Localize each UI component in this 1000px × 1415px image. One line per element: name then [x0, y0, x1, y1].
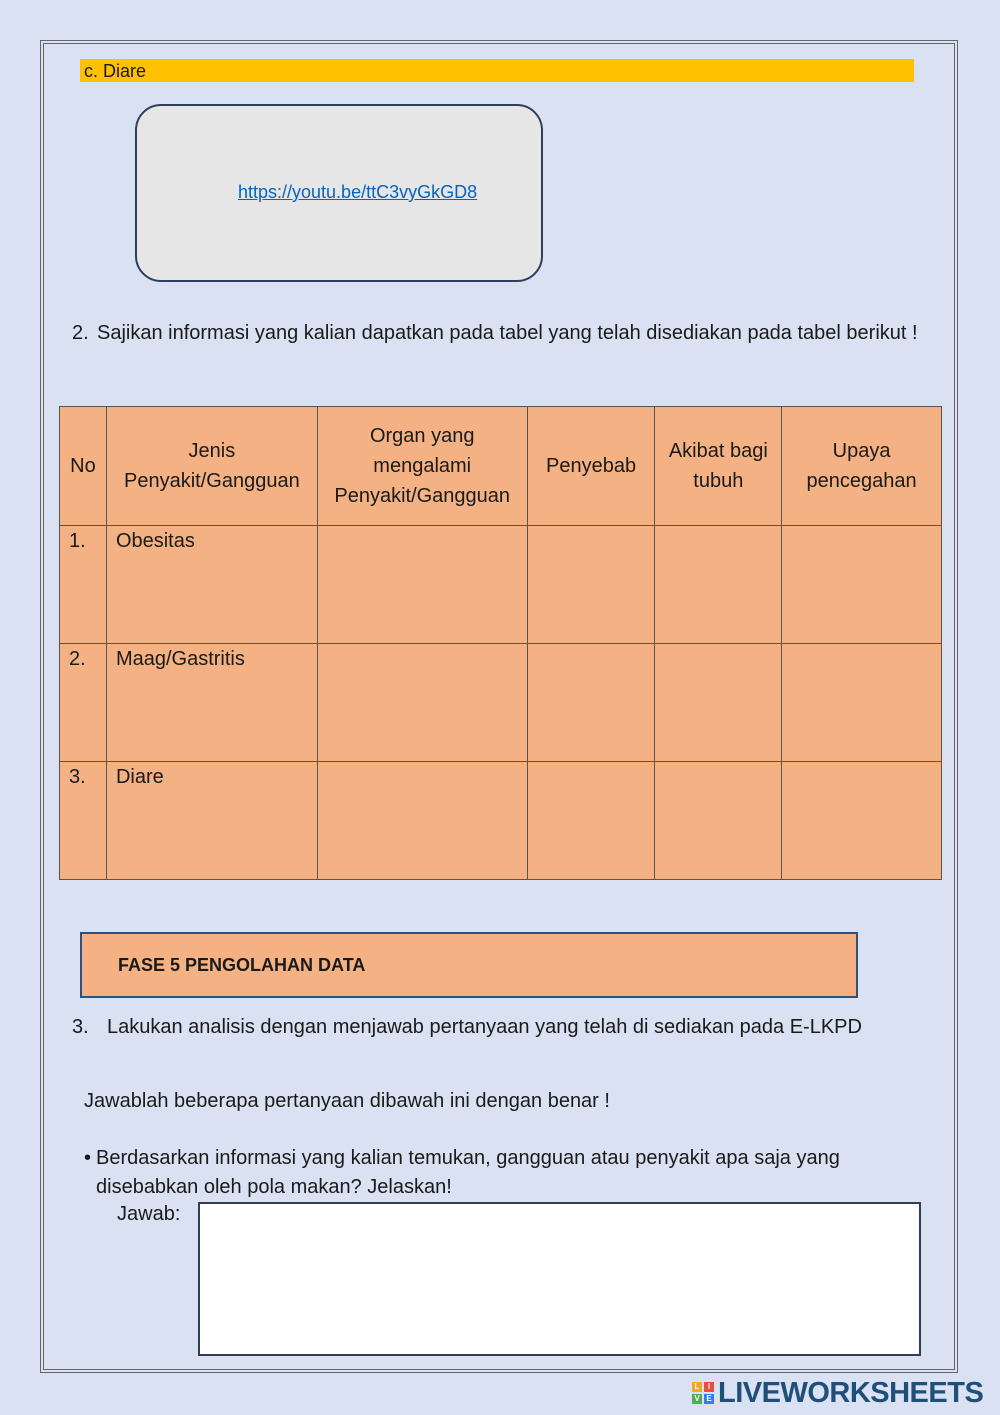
organ-cell[interactable] [317, 762, 527, 880]
header-disease-type: Jenis Penyakit/Gangguan [106, 407, 317, 526]
cause-cell[interactable] [527, 762, 655, 880]
header-prevention: Upaya pencegahan [782, 407, 942, 526]
row-disease: Maag/Gastritis [106, 644, 317, 762]
effect-cell[interactable] [655, 526, 782, 644]
row-disease: Diare [106, 762, 317, 880]
logo-text: LIVEWORKSHEETS [718, 1376, 984, 1409]
logo-icon [692, 1382, 714, 1404]
table-header-row [60, 407, 942, 526]
effect-cell[interactable] [655, 644, 782, 762]
organ-cell[interactable] [317, 644, 527, 762]
row-number: 3. [60, 762, 107, 880]
bullet-question-text: Berdasarkan informasi yang kalian temukan, gangguan atau penyakit apa saja yang disebabkan oleh pola makan? Jelaskan! [96, 1147, 840, 1198]
logo-letter-l: L [692, 1382, 702, 1392]
cause-cell[interactable] [527, 526, 655, 644]
section-heading: c. Diare [80, 59, 914, 82]
header-organ: Organ yang mengalami Penyakit/Gangguan [317, 407, 527, 526]
header-effect: Akibat bagi tubuh [655, 407, 782, 526]
row-disease: Obesitas [106, 526, 317, 644]
bullet-question [84, 1144, 924, 1202]
table-row [60, 644, 942, 762]
disease-table [59, 406, 942, 880]
logo-letter-e: E [704, 1394, 714, 1404]
prevention-cell[interactable] [782, 644, 942, 762]
question-3 [72, 1014, 892, 1040]
question-2 [72, 318, 932, 348]
header-cause: Penyebab [527, 407, 655, 526]
bullet-icon: • [84, 1147, 92, 1169]
question-3-text: Lakukan analisis dengan menjawab pertanyaan yang telah di sediakan pada E-LKPD [107, 1016, 862, 1038]
prevention-cell[interactable] [782, 526, 942, 644]
youtube-link[interactable]: https://youtu.be/ttC3vyGkGD8 [238, 182, 478, 202]
table-row [60, 526, 942, 644]
logo-letter-v: V [692, 1394, 702, 1404]
prevention-cell[interactable] [782, 762, 942, 880]
cause-cell[interactable] [527, 644, 655, 762]
question-3-number: 3. [72, 1016, 89, 1038]
liveworksheets-logo [692, 1376, 983, 1410]
header-no: No [60, 407, 107, 526]
organ-cell[interactable] [317, 526, 527, 644]
effect-cell[interactable] [655, 762, 782, 880]
phase-heading: FASE 5 PENGOLAHAN DATA [80, 932, 858, 998]
logo-letter-i: I [704, 1382, 714, 1392]
question-2-text: Sajikan informasi yang kalian dapatkan pada tabel yang telah disediakan pada tabel berikut ! [97, 322, 918, 344]
row-number: 2. [60, 644, 107, 762]
question-2-number: 2. [72, 322, 89, 344]
answer-input-box[interactable] [198, 1202, 921, 1356]
answer-label: Jawab: [117, 1203, 181, 1225]
table-row [60, 762, 942, 880]
instruction-text: Jawablah beberapa pertanyaan dibawah ini dengan benar ! [84, 1090, 610, 1112]
row-number: 1. [60, 526, 107, 644]
